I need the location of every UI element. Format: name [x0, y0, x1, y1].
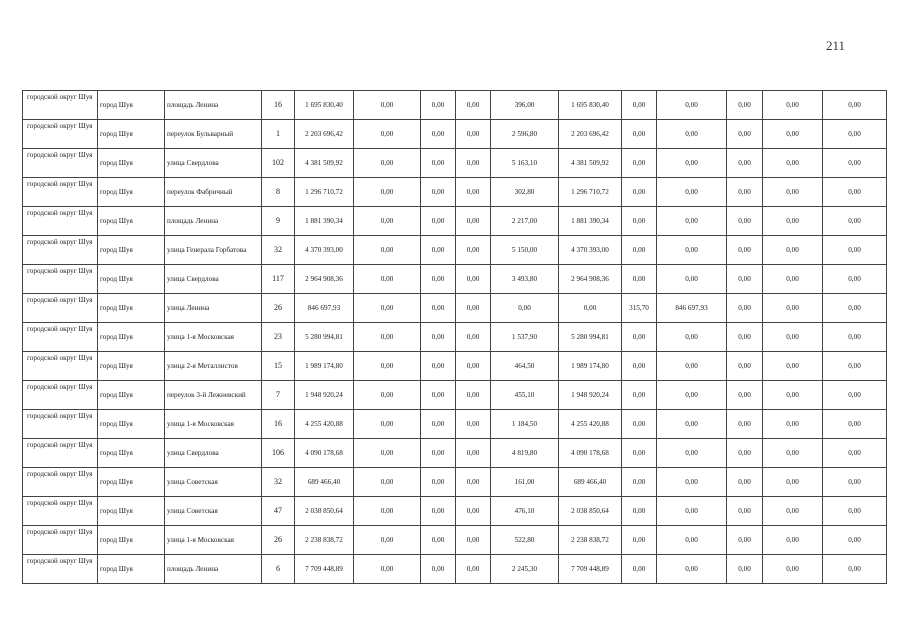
- area-cell: 2 217,00: [491, 207, 559, 236]
- house-number-cell: 9: [262, 207, 295, 236]
- house-number-cell: 26: [262, 294, 295, 323]
- register-table: [22, 90, 887, 584]
- table-row: [23, 526, 887, 555]
- value-cell: 0,00: [823, 526, 887, 555]
- value-cell: 0,00: [354, 149, 421, 178]
- area-cell: 0,00: [622, 323, 657, 352]
- value-cell: 0,00: [727, 91, 763, 120]
- value-cell: 0,00: [823, 265, 887, 294]
- municipality-cell: городской округ Шуя: [23, 120, 98, 149]
- value-cell: 0,00: [763, 468, 823, 497]
- value-cell: 0,00: [456, 352, 491, 381]
- value-cell: 0,00: [727, 439, 763, 468]
- value-cell: 0,00: [823, 236, 887, 265]
- total-cost-cell: 1 989 174,80: [295, 352, 354, 381]
- area-cell: 2 245,30: [491, 555, 559, 584]
- area-cell: 0,00: [622, 149, 657, 178]
- municipality-cell: городской округ Шуя: [23, 439, 98, 468]
- total-cost-cell: 1 296 710,72: [295, 178, 354, 207]
- house-number-cell: 23: [262, 323, 295, 352]
- street-cell: улица Советская: [165, 497, 262, 526]
- settlement-cell: город Шуя: [98, 381, 165, 410]
- value-cell: 0,00: [354, 439, 421, 468]
- total-cost-cell: 4 370 393,00: [295, 236, 354, 265]
- value-cell: 0,00: [421, 497, 456, 526]
- value-cell: 0,00: [727, 526, 763, 555]
- house-number-cell: 16: [262, 91, 295, 120]
- cost-cell: 0,00: [657, 265, 727, 294]
- value-cell: 0,00: [421, 120, 456, 149]
- settlement-cell: город Шуя: [98, 207, 165, 236]
- house-number-cell: 6: [262, 555, 295, 584]
- street-cell: улица Советская: [165, 468, 262, 497]
- area-cell: 464,50: [491, 352, 559, 381]
- settlement-cell: город Шуя: [98, 352, 165, 381]
- settlement-cell: город Шуя: [98, 468, 165, 497]
- area-cell: 0,00: [622, 120, 657, 149]
- value-cell: 0,00: [727, 410, 763, 439]
- cost-cell: 0,00: [657, 236, 727, 265]
- value-cell: 0,00: [763, 207, 823, 236]
- cost-cell: 1 989 174,80: [559, 352, 622, 381]
- total-cost-cell: 2 964 908,36: [295, 265, 354, 294]
- value-cell: 0,00: [456, 178, 491, 207]
- settlement-cell: город Шуя: [98, 120, 165, 149]
- table-row: [23, 555, 887, 584]
- total-cost-cell: 4 255 420,88: [295, 410, 354, 439]
- value-cell: 0,00: [727, 352, 763, 381]
- cost-cell: 0,00: [657, 352, 727, 381]
- value-cell: 0,00: [456, 410, 491, 439]
- value-cell: 0,00: [354, 468, 421, 497]
- value-cell: 0,00: [421, 323, 456, 352]
- cost-cell: 0,00: [657, 120, 727, 149]
- street-cell: площадь Ленина: [165, 91, 262, 120]
- area-cell: 5 163,10: [491, 149, 559, 178]
- house-number-cell: 1: [262, 120, 295, 149]
- table-body: [23, 91, 887, 584]
- value-cell: 0,00: [456, 526, 491, 555]
- value-cell: 0,00: [763, 526, 823, 555]
- total-cost-cell: 2 238 838,72: [295, 526, 354, 555]
- value-cell: 0,00: [823, 381, 887, 410]
- cost-cell: 4 381 509,92: [559, 149, 622, 178]
- area-cell: 0,00: [622, 555, 657, 584]
- value-cell: 0,00: [354, 526, 421, 555]
- municipality-cell: городской округ Шуя: [23, 468, 98, 497]
- value-cell: 0,00: [456, 381, 491, 410]
- table-row: [23, 497, 887, 526]
- cost-cell: 0,00: [657, 381, 727, 410]
- table-row: [23, 149, 887, 178]
- municipality-cell: городской округ Шуя: [23, 178, 98, 207]
- table-row: [23, 410, 887, 439]
- cost-cell: 846 697,93: [657, 294, 727, 323]
- value-cell: 0,00: [354, 410, 421, 439]
- area-cell: 0,00: [622, 178, 657, 207]
- house-number-cell: 106: [262, 439, 295, 468]
- area-cell: 0,00: [622, 236, 657, 265]
- value-cell: 0,00: [763, 178, 823, 207]
- total-cost-cell: 2 038 850,64: [295, 497, 354, 526]
- value-cell: 0,00: [763, 91, 823, 120]
- value-cell: 0,00: [456, 149, 491, 178]
- total-cost-cell: 1 881 390,34: [295, 207, 354, 236]
- value-cell: 0,00: [763, 236, 823, 265]
- cost-cell: 4 090 178,68: [559, 439, 622, 468]
- value-cell: 0,00: [456, 91, 491, 120]
- house-number-cell: 26: [262, 526, 295, 555]
- value-cell: 0,00: [456, 120, 491, 149]
- house-number-cell: 8: [262, 178, 295, 207]
- table-row: [23, 352, 887, 381]
- area-cell: 2 596,80: [491, 120, 559, 149]
- value-cell: 0,00: [823, 555, 887, 584]
- value-cell: 0,00: [456, 555, 491, 584]
- value-cell: 0,00: [727, 178, 763, 207]
- total-cost-cell: 7 709 448,89: [295, 555, 354, 584]
- table-row: [23, 381, 887, 410]
- value-cell: 0,00: [727, 236, 763, 265]
- cost-cell: 7 709 448,89: [559, 555, 622, 584]
- value-cell: 0,00: [456, 265, 491, 294]
- cost-cell: 0,00: [657, 149, 727, 178]
- value-cell: 0,00: [823, 323, 887, 352]
- value-cell: 0,00: [456, 207, 491, 236]
- total-cost-cell: 846 697,93: [295, 294, 354, 323]
- cost-cell: 2 203 696,42: [559, 120, 622, 149]
- value-cell: 0,00: [421, 381, 456, 410]
- area-cell: 4 819,80: [491, 439, 559, 468]
- area-cell: 0,00: [622, 265, 657, 294]
- value-cell: 0,00: [354, 91, 421, 120]
- value-cell: 0,00: [763, 381, 823, 410]
- value-cell: 0,00: [763, 439, 823, 468]
- value-cell: 0,00: [823, 149, 887, 178]
- total-cost-cell: 1 948 920,24: [295, 381, 354, 410]
- value-cell: 0,00: [763, 352, 823, 381]
- value-cell: 0,00: [354, 236, 421, 265]
- value-cell: 0,00: [823, 352, 887, 381]
- house-number-cell: 16: [262, 410, 295, 439]
- house-number-cell: 7: [262, 381, 295, 410]
- value-cell: 0,00: [823, 91, 887, 120]
- value-cell: 0,00: [823, 294, 887, 323]
- area-cell: 522,80: [491, 526, 559, 555]
- cost-cell: 1 948 920,24: [559, 381, 622, 410]
- municipality-cell: городской округ Шуя: [23, 381, 98, 410]
- house-number-cell: 117: [262, 265, 295, 294]
- settlement-cell: город Шуя: [98, 439, 165, 468]
- settlement-cell: город Шуя: [98, 91, 165, 120]
- total-cost-cell: 5 280 994,81: [295, 323, 354, 352]
- municipality-cell: городской округ Шуя: [23, 236, 98, 265]
- value-cell: 0,00: [421, 555, 456, 584]
- area-cell: 476,10: [491, 497, 559, 526]
- total-cost-cell: 4 090 178,68: [295, 439, 354, 468]
- municipality-cell: городской округ Шуя: [23, 526, 98, 555]
- municipality-cell: городской округ Шуя: [23, 352, 98, 381]
- street-cell: переулок 3-й Лежневский: [165, 381, 262, 410]
- cost-cell: 2 964 908,36: [559, 265, 622, 294]
- municipality-cell: городской округ Шуя: [23, 149, 98, 178]
- value-cell: 0,00: [421, 410, 456, 439]
- value-cell: 0,00: [727, 265, 763, 294]
- street-cell: улица Свердлова: [165, 439, 262, 468]
- municipality-cell: городской округ Шуя: [23, 265, 98, 294]
- value-cell: 0,00: [456, 294, 491, 323]
- area-cell: 1 537,90: [491, 323, 559, 352]
- value-cell: 0,00: [727, 149, 763, 178]
- settlement-cell: город Шуя: [98, 178, 165, 207]
- value-cell: 0,00: [763, 410, 823, 439]
- cost-cell: 4 255 420,88: [559, 410, 622, 439]
- table-row: [23, 120, 887, 149]
- cost-cell: 0,00: [657, 468, 727, 497]
- cost-cell: 2 038 850,64: [559, 497, 622, 526]
- value-cell: 0,00: [823, 410, 887, 439]
- cost-cell: 689 466,40: [559, 468, 622, 497]
- street-cell: площадь Ленина: [165, 555, 262, 584]
- value-cell: 0,00: [456, 468, 491, 497]
- street-cell: площадь Ленина: [165, 207, 262, 236]
- municipality-cell: городской округ Шуя: [23, 207, 98, 236]
- street-cell: улица Свердлова: [165, 149, 262, 178]
- table-row: [23, 294, 887, 323]
- area-cell: 3 493,80: [491, 265, 559, 294]
- settlement-cell: город Шуя: [98, 323, 165, 352]
- value-cell: 0,00: [421, 468, 456, 497]
- value-cell: 0,00: [421, 352, 456, 381]
- cost-cell: 1 881 390,34: [559, 207, 622, 236]
- cost-cell: 1 695 830,40: [559, 91, 622, 120]
- cost-cell: 2 238 838,72: [559, 526, 622, 555]
- value-cell: 0,00: [727, 120, 763, 149]
- settlement-cell: город Шуя: [98, 149, 165, 178]
- cost-cell: 0,00: [559, 294, 622, 323]
- cost-cell: 0,00: [657, 178, 727, 207]
- cost-cell: 0,00: [657, 323, 727, 352]
- cost-cell: 4 370 393,00: [559, 236, 622, 265]
- value-cell: 0,00: [727, 207, 763, 236]
- value-cell: 0,00: [456, 439, 491, 468]
- area-cell: 0,00: [622, 91, 657, 120]
- area-cell: 0,00: [622, 352, 657, 381]
- value-cell: 0,00: [354, 323, 421, 352]
- area-cell: 302,80: [491, 178, 559, 207]
- municipality-cell: городской округ Шуя: [23, 555, 98, 584]
- area-cell: 455,10: [491, 381, 559, 410]
- value-cell: 0,00: [763, 265, 823, 294]
- cost-cell: 0,00: [657, 207, 727, 236]
- value-cell: 0,00: [354, 265, 421, 294]
- cost-cell: 0,00: [657, 410, 727, 439]
- table-row: [23, 178, 887, 207]
- area-cell: 0,00: [622, 439, 657, 468]
- house-number-cell: 15: [262, 352, 295, 381]
- value-cell: 0,00: [823, 178, 887, 207]
- area-cell: 0,00: [622, 410, 657, 439]
- settlement-cell: город Шуя: [98, 410, 165, 439]
- value-cell: 0,00: [823, 207, 887, 236]
- house-number-cell: 32: [262, 236, 295, 265]
- total-cost-cell: 2 203 696,42: [295, 120, 354, 149]
- street-cell: улица Свердлова: [165, 265, 262, 294]
- settlement-cell: город Шуя: [98, 265, 165, 294]
- value-cell: 0,00: [354, 381, 421, 410]
- area-cell: 0,00: [622, 526, 657, 555]
- page-number: 211: [826, 38, 846, 53]
- value-cell: 0,00: [763, 294, 823, 323]
- value-cell: 0,00: [354, 178, 421, 207]
- value-cell: 0,00: [763, 555, 823, 584]
- value-cell: 0,00: [763, 149, 823, 178]
- total-cost-cell: 4 381 509,92: [295, 149, 354, 178]
- value-cell: 0,00: [456, 323, 491, 352]
- value-cell: 0,00: [727, 381, 763, 410]
- value-cell: 0,00: [763, 497, 823, 526]
- street-cell: улица 1-я Московская: [165, 323, 262, 352]
- settlement-cell: город Шуя: [98, 294, 165, 323]
- value-cell: 0,00: [823, 439, 887, 468]
- cost-cell: 0,00: [657, 526, 727, 555]
- area-cell: 0,00: [622, 207, 657, 236]
- street-cell: улица 2-я Металлистов: [165, 352, 262, 381]
- value-cell: 0,00: [727, 468, 763, 497]
- municipality-cell: городской округ Шуя: [23, 410, 98, 439]
- value-cell: 0,00: [727, 323, 763, 352]
- area-cell: 396,00: [491, 91, 559, 120]
- municipality-cell: городской округ Шуя: [23, 294, 98, 323]
- value-cell: 0,00: [354, 352, 421, 381]
- value-cell: 0,00: [456, 236, 491, 265]
- settlement-cell: город Шуя: [98, 526, 165, 555]
- value-cell: 0,00: [421, 207, 456, 236]
- value-cell: 0,00: [354, 207, 421, 236]
- area-cell: 315,70: [622, 294, 657, 323]
- value-cell: 0,00: [823, 120, 887, 149]
- value-cell: 0,00: [456, 497, 491, 526]
- value-cell: 0,00: [421, 439, 456, 468]
- municipality-cell: городской округ Шуя: [23, 323, 98, 352]
- value-cell: 0,00: [823, 497, 887, 526]
- settlement-cell: город Шуя: [98, 555, 165, 584]
- value-cell: 0,00: [354, 497, 421, 526]
- settlement-cell: город Шуя: [98, 236, 165, 265]
- table-row: [23, 323, 887, 352]
- value-cell: 0,00: [421, 149, 456, 178]
- value-cell: 0,00: [421, 178, 456, 207]
- street-cell: улица 1-я Московская: [165, 526, 262, 555]
- area-cell: 0,00: [491, 294, 559, 323]
- value-cell: 0,00: [354, 294, 421, 323]
- cost-cell: 5 280 994,81: [559, 323, 622, 352]
- cost-cell: 0,00: [657, 439, 727, 468]
- area-cell: 5 150,00: [491, 236, 559, 265]
- settlement-cell: город Шуя: [98, 497, 165, 526]
- cost-cell: 0,00: [657, 91, 727, 120]
- value-cell: 0,00: [354, 555, 421, 584]
- cost-cell: 0,00: [657, 555, 727, 584]
- area-cell: 0,00: [622, 468, 657, 497]
- value-cell: 0,00: [354, 120, 421, 149]
- municipality-cell: городской округ Шуя: [23, 497, 98, 526]
- street-cell: улица Генерала Горбатова: [165, 236, 262, 265]
- value-cell: 0,00: [763, 323, 823, 352]
- value-cell: 0,00: [727, 294, 763, 323]
- area-cell: 0,00: [622, 497, 657, 526]
- house-number-cell: 47: [262, 497, 295, 526]
- value-cell: 0,00: [763, 120, 823, 149]
- municipality-cell: городской округ Шуя: [23, 91, 98, 120]
- value-cell: 0,00: [421, 265, 456, 294]
- total-cost-cell: 1 695 830,40: [295, 91, 354, 120]
- street-cell: улица Ленина: [165, 294, 262, 323]
- table-row: [23, 236, 887, 265]
- value-cell: 0,00: [823, 468, 887, 497]
- street-cell: переулок Фабричный: [165, 178, 262, 207]
- table-row: [23, 439, 887, 468]
- street-cell: улица 1-я Московская: [165, 410, 262, 439]
- value-cell: 0,00: [421, 526, 456, 555]
- value-cell: 0,00: [727, 555, 763, 584]
- table-row: [23, 91, 887, 120]
- area-cell: 1 184,50: [491, 410, 559, 439]
- table-row: [23, 207, 887, 236]
- value-cell: 0,00: [421, 294, 456, 323]
- cost-cell: 1 296 710,72: [559, 178, 622, 207]
- house-number-cell: 102: [262, 149, 295, 178]
- value-cell: 0,00: [421, 91, 456, 120]
- table-row: [23, 468, 887, 497]
- street-cell: переулок Бульварный: [165, 120, 262, 149]
- cost-cell: 0,00: [657, 497, 727, 526]
- table-row: [23, 265, 887, 294]
- value-cell: 0,00: [727, 497, 763, 526]
- house-number-cell: 32: [262, 468, 295, 497]
- area-cell: 0,00: [622, 381, 657, 410]
- value-cell: 0,00: [421, 236, 456, 265]
- total-cost-cell: 689 466,40: [295, 468, 354, 497]
- area-cell: 161,00: [491, 468, 559, 497]
